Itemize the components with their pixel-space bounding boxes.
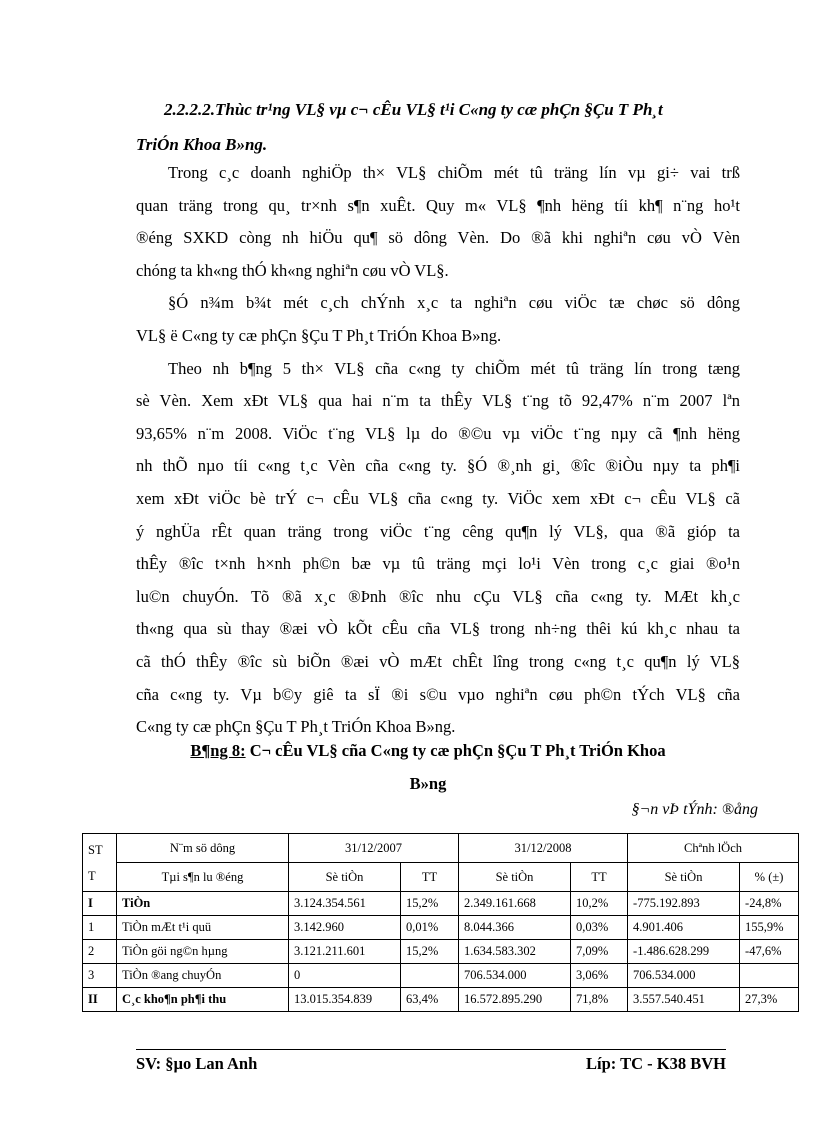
row-amount-2008: 8.044.366 [459, 916, 571, 940]
table-row [83, 916, 799, 940]
row-amount-2007: 3.142.960 [289, 916, 401, 940]
body-line: cña c«ng ty. Vµ b©y giê ta sÏ ®i s©u vµo nghiªn cøu ph©n tÝch VL§ cña [136, 684, 740, 704]
row-amount-diff: 4.901.406 [628, 916, 740, 940]
table-row [83, 964, 799, 988]
section-heading-line-2: TriÓn Khoa B»ng. [136, 135, 268, 154]
row-pct-diff: 27,3% [740, 988, 799, 1012]
header-difference: Chªnh lÖch [628, 834, 799, 863]
row-stt: I [83, 892, 117, 916]
header-amount-diff: Sè tiÒn [628, 863, 740, 892]
row-pct-diff: -24,8% [740, 892, 799, 916]
header-amount-2008: Sè tiÒn [459, 863, 571, 892]
table-caption-label: B¶ng 8: [190, 741, 246, 760]
row-amount-2007: 3.121.211.601 [289, 940, 401, 964]
body-line: 93,65% n¨m 2008. ViÖc t¨ng VL§ lµ do ®©u vµ viÖc t¨ng nµy cã ¶nh hëng [136, 423, 740, 443]
body-line: thÊy ®îc t×nh h×nh ph©n bæ vµ tû träng mçi lo¹i Vèn trong c¸c giai ®o¹n [136, 554, 740, 574]
row-pct-diff: 155,9% [740, 916, 799, 940]
row-item: TiÒn ®ang chuyÓn [117, 964, 289, 988]
row-amount-2008: 2.349.161.668 [459, 892, 571, 916]
row-tt-2008: 7,09% [571, 940, 628, 964]
body-line: C«ng ty cæ phÇn §Çu T Ph¸t TriÓn Khoa B»ng. [136, 717, 456, 737]
row-stt: 3 [83, 964, 117, 988]
header-tt-2007: TT [401, 863, 459, 892]
header-item: Tµi s¶n lu ®éng [117, 863, 289, 892]
row-tt-2007: 0,01% [401, 916, 459, 940]
header-pct-diff: % (±) [740, 863, 799, 892]
row-item: TiÒn [117, 892, 289, 916]
row-pct-diff: -47,6% [740, 940, 799, 964]
footer-student: SV: §µo Lan Anh [136, 1054, 258, 1073]
table-caption [130, 734, 726, 800]
body-line: lu©n chuyÓn. Tõ ®ã x¸c ®Þnh ®îc nhu cÇu VL§ cña c«ng ty. MÆt kh¸c [136, 586, 740, 606]
footer-class: Líp: TC - K38 BVH [586, 1054, 726, 1073]
header-2007: 31/12/2007 [289, 834, 459, 863]
row-tt-2007: 63,4% [401, 988, 459, 1012]
unit-note: §¬n vÞ tÝnh: ®ång [631, 801, 758, 818]
row-tt-2007: 15,2% [401, 892, 459, 916]
row-tt-2008: 0,03% [571, 916, 628, 940]
row-tt-2007: 15,2% [401, 940, 459, 964]
row-item: TiÒn göi ng©n hµng [117, 940, 289, 964]
working-capital-table [82, 833, 799, 1012]
header-amount-2007: Sè tiÒn [289, 863, 401, 892]
row-amount-2007: 0 [289, 964, 401, 988]
row-tt-2008: 3,06% [571, 964, 628, 988]
body-line: Trong c¸c doanh nghiÖp th× VL§ chiÕm mét tû träng lín vµ gi÷ vai trß [168, 163, 740, 182]
header-stt: ST T [83, 834, 117, 892]
row-stt: II [83, 988, 117, 1012]
body-line: th«ng qua sù thay ®æi vÒ kÕt cÊu cña VL§ trong nh÷ng thêi kú kh¸c nhau ta [136, 619, 740, 639]
table-caption-title: C¬ cÊu VL§ cña C«ng ty cæ phÇn §Çu T Ph¸t TriÓn Khoa [245, 741, 666, 760]
row-stt: 1 [83, 916, 117, 940]
table-header-row-1 [83, 834, 799, 863]
row-amount-diff: 706.534.000 [628, 964, 740, 988]
row-tt-2008: 10,2% [571, 892, 628, 916]
body-line: xem xÐt viÖc bè trÝ c¬ cÊu VL§ cña c«ng ty. ViÖc xem xÐt c¬ cÊu VL§ cã [136, 488, 740, 508]
row-tt-2007 [401, 964, 459, 988]
table-caption-title-line-2: B»ng [409, 774, 447, 793]
section-heading [136, 92, 756, 162]
table-row [83, 940, 799, 964]
row-amount-2008: 1.634.583.302 [459, 940, 571, 964]
row-amount-2008: 706.534.000 [459, 964, 571, 988]
row-amount-diff: -775.192.893 [628, 892, 740, 916]
row-item: C¸c kho¶n ph¶i thu [117, 988, 289, 1012]
body-line: chóng ta kh«ng thÓ kh«ng nghiªn cøu vÒ VL§. [136, 260, 449, 280]
row-amount-2007: 3.124.354.561 [289, 892, 401, 916]
body-line: §Ó n¾m b¾t mét c¸ch chÝnh x¸c ta nghiªn cøu viÖc tæ chøc sö dông [168, 293, 740, 313]
body-line: nh thÕ nµo tíi c«ng t¸c Vèn cña c«ng ty. §Ó ®¸nh gi¸ ®îc ®iÒu nµy ta ph¶i [136, 456, 740, 476]
section-heading-line-1: 2.2.2.2.Thùc tr¹ng VL§ vµ c¬ cÊu VL§ t¹i C«ng ty cæ phÇn §Çu T Ph¸t [164, 100, 663, 119]
body-text [136, 157, 740, 744]
header-2008: 31/12/2008 [459, 834, 628, 863]
body-line: Theo nh b¶ng 5 th× VL§ cña c«ng ty chiÕm mét tû träng lín trong tæng [168, 358, 740, 378]
header-year: N¨m sö dông [117, 834, 289, 863]
footer-divider [136, 1049, 726, 1050]
row-item: TiÒn mÆt t¹i quü [117, 916, 289, 940]
row-pct-diff [740, 964, 799, 988]
body-line: cã thÓ thÊy ®îc sù biÕn ®æi vÒ mÆt chÊt lîng trong c«ng t¸c qu¶n lý VL§ [136, 651, 740, 671]
table-row [83, 988, 799, 1012]
header-tt-2008: TT [571, 863, 628, 892]
body-line: VL§ ë C«ng ty cæ phÇn §Çu T Ph¸t TriÓn Khoa B»ng. [136, 325, 502, 345]
row-stt: 2 [83, 940, 117, 964]
row-amount-2008: 16.572.895.290 [459, 988, 571, 1012]
table-row [83, 892, 799, 916]
body-line: ®éng SXKD còng nh hiÖu qu¶ sö dông Vèn. Do ®ã khi nghiªn cøu vÒ Vèn [136, 228, 740, 248]
row-amount-diff: 3.557.540.451 [628, 988, 740, 1012]
row-tt-2008: 71,8% [571, 988, 628, 1012]
table-header-row-2 [83, 863, 799, 892]
row-amount-2007: 13.015.354.839 [289, 988, 401, 1012]
body-line: ý nghÜa rÊt quan träng trong viÖc t¨ng cêng qu¶n lý VL§, qua ®ã gióp ta [136, 521, 740, 541]
row-amount-diff: -1.486.628.299 [628, 940, 740, 964]
body-line: quan träng trong qu¸ tr×nh s¶n xuÊt. Quy m« VL§ ¶nh hëng tíi kh¶ n¨ng ho¹t [136, 195, 740, 215]
body-line: sè Vèn. Xem xÐt VL§ qua hai n¨m ta thÊy VL§ t¨ng tõ 92,47% n¨m 2007 lªn [136, 391, 740, 411]
